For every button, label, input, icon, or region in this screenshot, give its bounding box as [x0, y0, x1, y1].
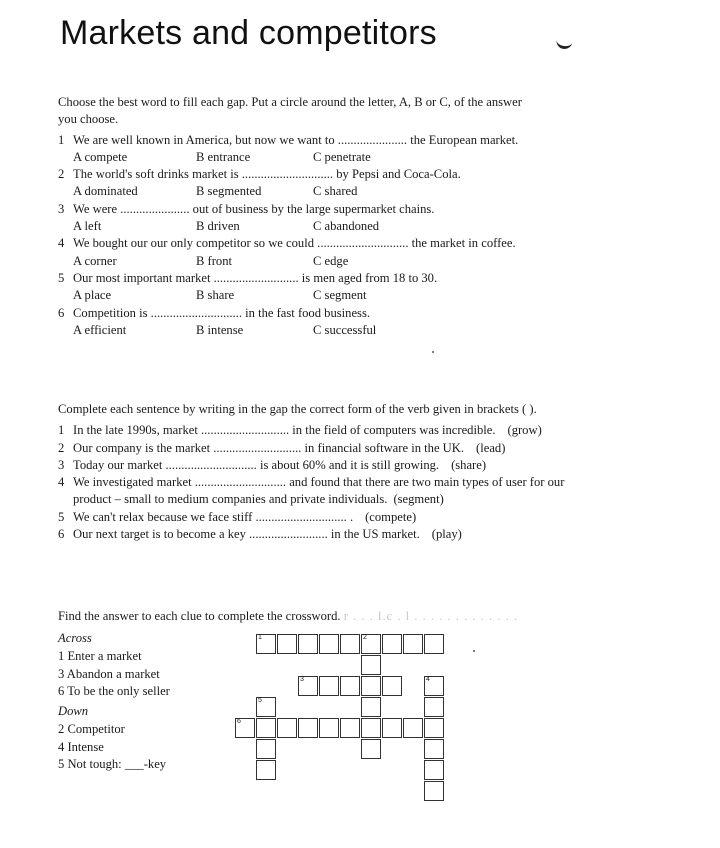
down-clue: 5 Not tough: ___-key: [58, 757, 167, 772]
answer-gap[interactable]: .............................: [194, 475, 287, 490]
question-sentence: [58, 235, 658, 252]
crossword-cell[interactable]: [361, 634, 381, 654]
question-sentence: [58, 132, 658, 149]
exercise-2-instruction: Complete each sentence by writing in the gap the correct form of the verb given in brackets ( ).: [58, 402, 537, 416]
sentence-text: in financial software in the UK.: [301, 440, 465, 455]
crossword-cell[interactable]: [424, 634, 444, 654]
answer-gap[interactable]: .............................: [317, 236, 409, 251]
option-a[interactable]: A efficient: [73, 322, 127, 337]
sentence-text: Competition is: [73, 305, 151, 320]
answer-options: [58, 287, 658, 304]
exercise-3-line: [58, 608, 678, 625]
crossword-cell[interactable]: [340, 676, 360, 696]
sentence-text: We investigated market: [73, 475, 195, 490]
crossword-cell[interactable]: [424, 760, 444, 780]
verb-hint: (segment): [393, 492, 444, 507]
crossword-cell[interactable]: [298, 676, 318, 696]
page-title: Markets and competitors: [60, 14, 437, 52]
crossword-cell[interactable]: [424, 718, 444, 738]
sentence-text: and found that there are two main types of user for our: [286, 475, 565, 490]
sentence-text: Today our market: [73, 457, 166, 472]
crossword-cell[interactable]: [340, 718, 360, 738]
question-number: 4: [58, 475, 65, 490]
question-number: 1: [58, 132, 65, 147]
answer-gap[interactable]: .............................: [241, 167, 334, 182]
question-number: 4: [58, 236, 65, 251]
question-number: 1: [58, 423, 65, 438]
sentence-text: Our next target is to become a key: [73, 527, 250, 542]
option-a[interactable]: A dominated: [73, 184, 138, 199]
answer-options: [58, 149, 658, 166]
sentence-text: in the fast food business.: [241, 305, 371, 320]
crossword-cell[interactable]: [319, 634, 339, 654]
verb-hint: (grow): [507, 423, 542, 438]
verb-sentence: [58, 526, 668, 543]
sentence-text: in the field of computers was incredible.: [289, 423, 496, 438]
sentence-text: is men aged from 18 to 30.: [298, 270, 438, 285]
clue-number: 5: [258, 697, 262, 704]
sentence-text: In the late 1990s, market: [73, 423, 201, 438]
question-number: 5: [58, 509, 65, 524]
sentence-text: out of business by the large supermarket chains.: [189, 201, 435, 216]
sentence-text: is about 60% and it is still growing.: [256, 457, 440, 472]
sentence-text: product – small to medium companies and private individuals.: [73, 492, 388, 507]
answer-options: [58, 183, 658, 200]
sentence-continuation: [58, 491, 668, 508]
crossword-cell[interactable]: [235, 718, 255, 738]
answer-options: [58, 218, 658, 235]
question-number: 2: [58, 440, 65, 455]
scan-speck: [473, 650, 475, 652]
crossword-cell[interactable]: [403, 718, 423, 738]
crossword-cell[interactable]: [319, 718, 339, 738]
option-b[interactable]: B share: [196, 288, 235, 303]
question-sentence: [58, 305, 658, 322]
clue-number: 1: [258, 634, 262, 641]
sentence-text: the European market.: [407, 132, 519, 147]
clue-number: 3: [300, 676, 304, 683]
down-clue: 4 Intense: [58, 739, 104, 754]
exercise-2: [58, 401, 668, 543]
option-b[interactable]: B intense: [196, 322, 244, 337]
crossword-cell[interactable]: [424, 739, 444, 759]
sentence-text: Our most important market: [73, 270, 214, 285]
answer-gap[interactable]: ......................: [337, 132, 408, 147]
verb-sentence: [58, 474, 668, 491]
verb-sentence: [58, 440, 668, 457]
question-sentence: [58, 270, 658, 287]
answer-gap[interactable]: .............................: [165, 457, 257, 472]
down-clue: 2 Competitor: [58, 721, 125, 736]
question-number: 6: [58, 305, 65, 320]
verb-sentence: [58, 457, 668, 474]
exercise-1: [58, 94, 658, 339]
exercise-1-instruction: Choose the best word to fill each gap. Put a circle around the letter, A, B or C, of the answer: [58, 95, 522, 109]
sentence-text: We bought our our only competitor so we could: [73, 236, 318, 251]
verb-hint: (lead): [476, 440, 506, 455]
verb-hint: (share): [451, 457, 487, 472]
across-clue: 3 Abandon a market: [58, 666, 160, 681]
option-a[interactable]: A place: [73, 288, 112, 303]
option-c[interactable]: C abandoned: [313, 219, 380, 234]
scan-speck: [432, 351, 434, 353]
answer-gap[interactable]: .........................: [249, 527, 328, 542]
sentence-text: by Pepsi and Coca-Cola.: [333, 167, 461, 182]
exercise-1-items: [58, 132, 658, 340]
sentence-text: the market in coffee.: [408, 236, 516, 251]
crossword-cell[interactable]: [277, 718, 297, 738]
crossword-cell[interactable]: [424, 697, 444, 717]
crossword-cell[interactable]: [403, 634, 423, 654]
sentence-text: The world's soft drinks market is: [73, 167, 242, 182]
answer-gap[interactable]: ............................: [213, 440, 302, 455]
question-number: 3: [58, 457, 65, 472]
verb-hint: (play): [431, 527, 462, 542]
across-clue: 6 To be the only seller: [58, 684, 170, 699]
crossword-cell[interactable]: [382, 718, 402, 738]
exercise-2-items: [58, 422, 668, 543]
question-sentence: [58, 166, 658, 183]
crossword-cell[interactable]: [424, 781, 444, 801]
clue-number: 6: [237, 718, 241, 725]
verb-sentence: [58, 509, 668, 526]
crossword-cell[interactable]: [382, 676, 402, 696]
option-c[interactable]: C shared: [313, 184, 358, 199]
crossword-cell[interactable]: [256, 718, 276, 738]
sentence-text: Our company is the market: [73, 440, 214, 455]
answer-gap[interactable]: ...........................: [213, 270, 299, 285]
option-a[interactable]: A compete: [73, 149, 128, 164]
answer-gap[interactable]: ............................. .: [255, 509, 354, 524]
option-b[interactable]: B driven: [196, 219, 240, 234]
crossword-cell[interactable]: [256, 760, 276, 780]
answer-options: [58, 322, 658, 339]
scan-mark: [555, 39, 572, 50]
option-c[interactable]: C successful: [313, 322, 377, 337]
question-number: 2: [58, 167, 65, 182]
across-clue: 1 Enter a market: [58, 649, 142, 663]
across-heading: Across: [58, 631, 92, 646]
clue-number: 4: [426, 676, 430, 683]
option-c[interactable]: C segment: [313, 288, 367, 303]
crossword-cell[interactable]: [361, 718, 381, 738]
crossword-cell[interactable]: [361, 676, 381, 696]
crossword-cell[interactable]: [340, 634, 360, 654]
crossword-cell[interactable]: [256, 697, 276, 717]
crossword-cell[interactable]: [361, 739, 381, 759]
exercise-3-instruction: Find the answer to each clue to complete the crossword.: [58, 609, 341, 623]
faint-scan-text: r . . . l.c . l . . . . . . . . . . . . .: [343, 609, 519, 623]
clue-number: 2: [363, 634, 367, 641]
answer-gap[interactable]: ......................: [120, 201, 190, 216]
question-number: 5: [58, 270, 65, 285]
sentence-text: We can't relax because we face stiff: [73, 509, 256, 524]
crossword-cell[interactable]: [361, 655, 381, 675]
answer-options: [58, 253, 658, 270]
answer-gap[interactable]: .............................: [150, 305, 242, 320]
option-c[interactable]: C penetrate: [313, 149, 371, 164]
crossword-cell[interactable]: [277, 634, 297, 654]
verb-sentence: [58, 422, 668, 439]
crossword-cell[interactable]: [256, 739, 276, 759]
crossword-cell[interactable]: [256, 634, 276, 654]
option-b[interactable]: B segmented: [196, 184, 262, 199]
down-heading: Down: [58, 704, 89, 719]
exercise-1-instruction-cont: you choose.: [58, 112, 119, 127]
crossword-cell[interactable]: [319, 676, 339, 696]
option-a[interactable]: A left: [73, 219, 102, 234]
question-number: 3: [58, 201, 65, 216]
question-number: 6: [58, 527, 65, 542]
sentence-text: We are well known in America, but now we want to: [73, 132, 338, 147]
sentence-text: We were: [73, 201, 121, 216]
crossword-cell[interactable]: [382, 634, 402, 654]
option-b[interactable]: B entrance: [196, 149, 251, 164]
verb-hint: (compete): [365, 509, 417, 524]
crossword-cell[interactable]: [424, 676, 444, 696]
sentence-text: in the US market.: [327, 527, 420, 542]
crossword-cell[interactable]: [361, 697, 381, 717]
crossword-cell[interactable]: [298, 718, 318, 738]
crossword-cell[interactable]: [298, 634, 318, 654]
question-sentence: [58, 201, 658, 218]
option-c[interactable]: C edge: [313, 253, 349, 268]
option-a[interactable]: A corner: [73, 253, 117, 268]
option-b[interactable]: B front: [196, 253, 233, 268]
answer-gap[interactable]: ............................: [201, 423, 290, 438]
